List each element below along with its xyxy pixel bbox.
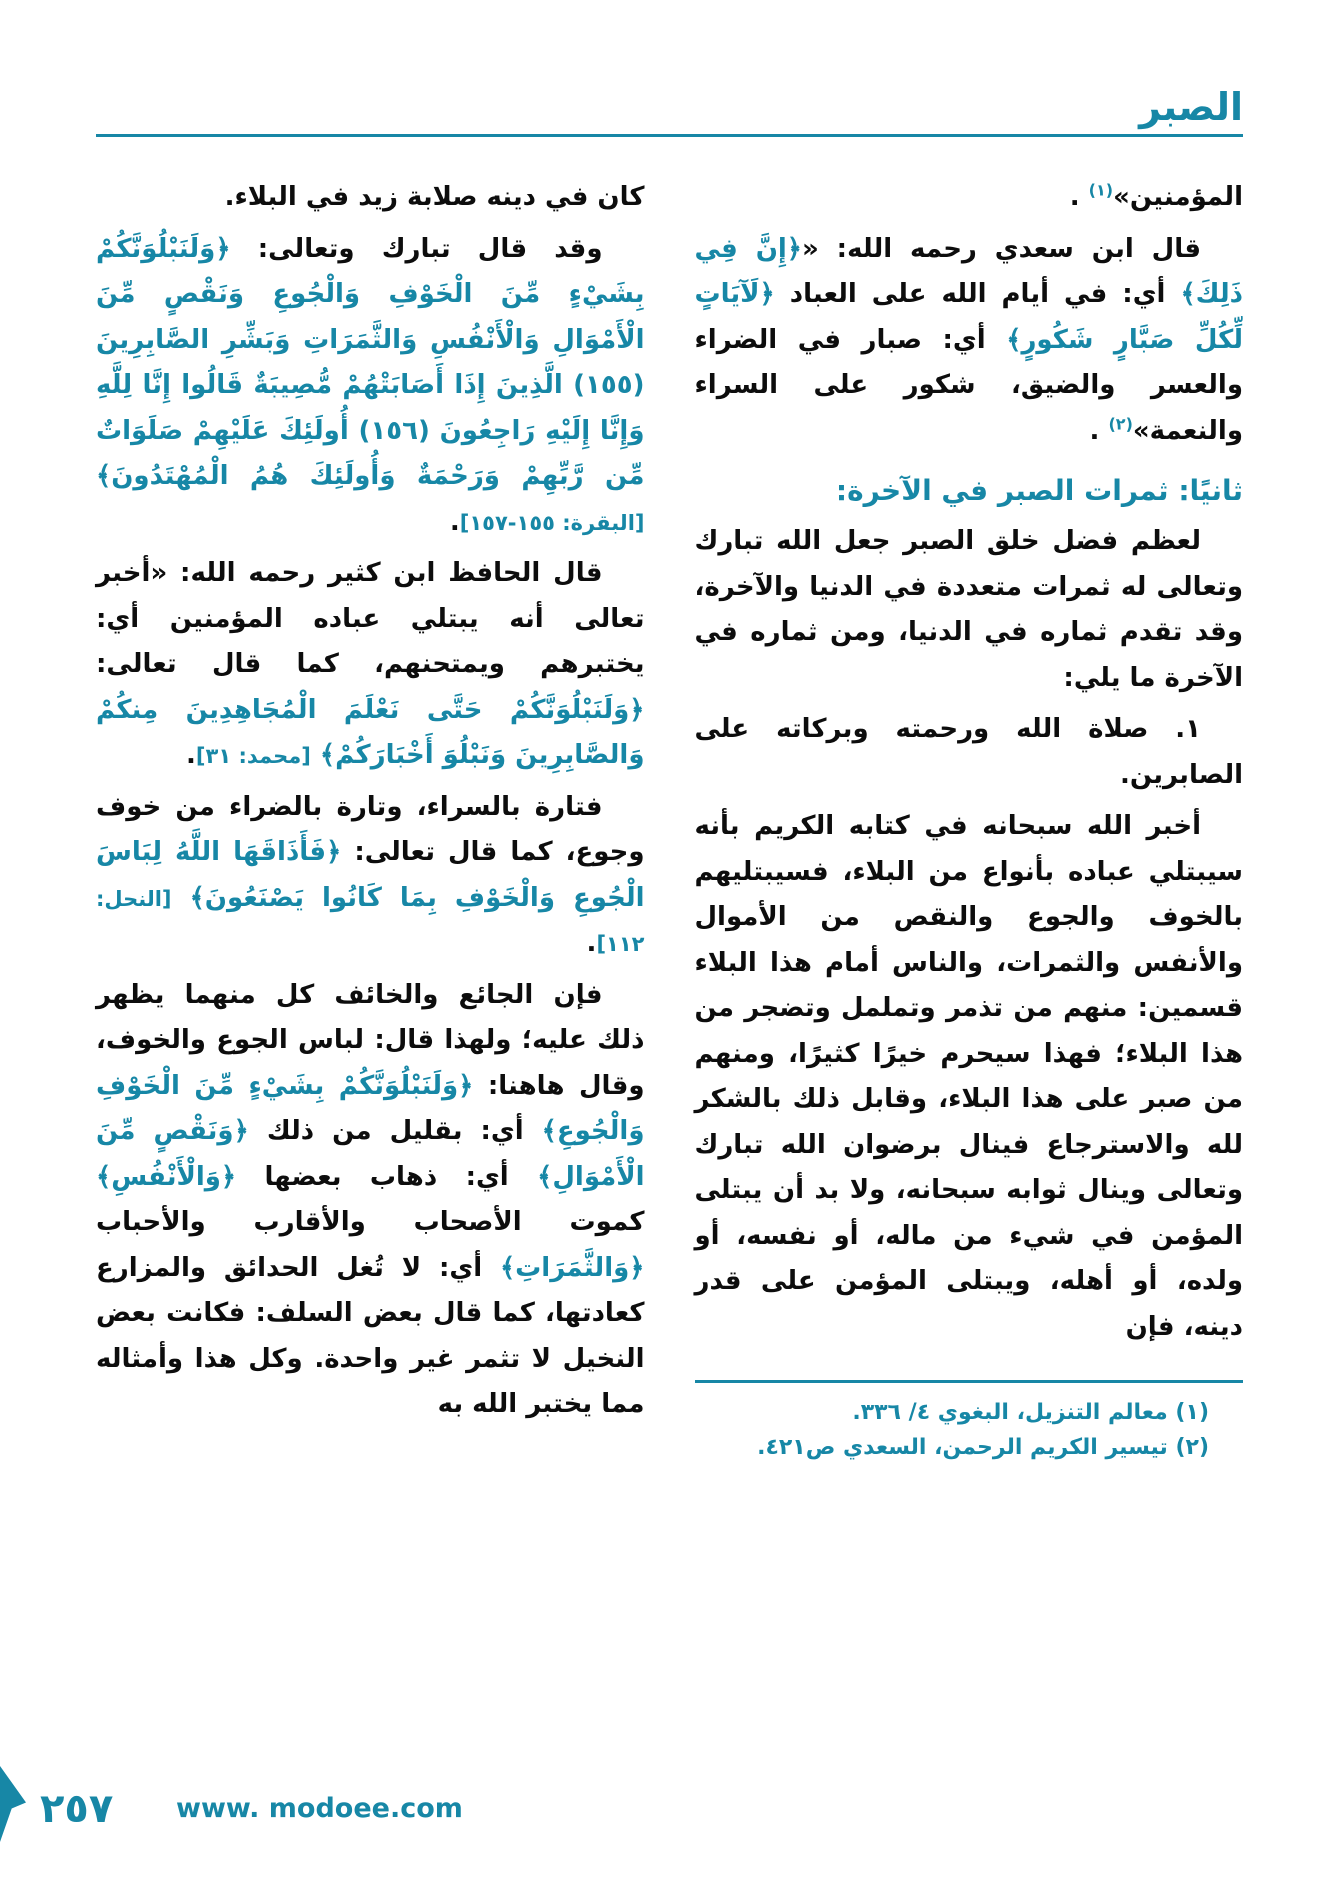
paragraph (695, 227, 1244, 455)
footnote-list (695, 1395, 1244, 1465)
body-text: قال ابن سعدي رحمه الله: « (802, 233, 1201, 264)
body-text: . (586, 928, 597, 958)
footnote-marker: (٢) (1108, 413, 1133, 433)
body-text: كان في دينه صلابة زيد في البلاء. (224, 182, 645, 212)
quran-verse: ﴿وَالثَّمَرَاتِ﴾ (499, 1252, 645, 1283)
quran-verse: ﴿وَلَنَبْلُوَنَّكُمْ بِشَيْءٍ مِّنَ الْخَوْفِ وَالْجُوعِ﴾ (96, 1070, 645, 1146)
body-text: فتارة بالسراء، وتارة بالضراء من خوف وجوع، كما قال تعالى: (96, 791, 645, 867)
body-text: المؤمنين» (1113, 182, 1243, 212)
paragraph (96, 175, 645, 221)
body-text: أي: بقليل من ذلك (248, 1116, 542, 1146)
body-text: . (1069, 182, 1089, 212)
body-text: كموت الأصحاب والأقارب والأحباب (96, 1207, 645, 1237)
body-text: أي: في أيام الله على العباد (774, 279, 1181, 309)
footnote: (١) معالم التنزيل، البغوي ٤/ ٣٣٦. (852, 1400, 1209, 1425)
footnote-divider (695, 1380, 1244, 1383)
paragraph (96, 227, 645, 546)
quran-verse: ﴿لَآيَاتٍ لِّكُلِّ صَبَّارٍ شَكُورٍ﴾ (694, 279, 1243, 355)
quran-verse: ﴿وَنَقْصٍ مِّنَ الْأَمْوَالِ﴾ (96, 1116, 645, 1192)
verse-reference: [البقرة: ١٥٥-١٥٧] (459, 510, 645, 535)
paragraph (96, 785, 645, 967)
page-number: ٢٥٧ (40, 1786, 114, 1832)
body-text: . (186, 740, 196, 770)
quran-verse: ﴿وَلَنَبْلُوَنَّكُمْ بِشَيْءٍ مِّنَ الْخَوْفِ وَالْجُوعِ وَنَقْصٍ مِّنَ الْأَمْوَالِ وَالْأَنْفُسِ وَالثَّمَرَاتِ وَبَشِّرِ الصَّابِرِينَ (١٥٥) الَّذِينَ إِذَا أَصَابَتْهُمْ مُّصِيبَةٌ قَالُوا إِنَّا لِلَّهِ وَإِنَّا إِلَيْهِ رَاجِعُونَ (١٥٦) أُولَئِكَ عَلَيْهِمْ صَلَوَاتٌ مِّن رَّبِّهِمْ وَرَحْمَةٌ وَأُولَئِكَ هُمُ الْمُهْتَدُونَ﴾ (96, 233, 645, 491)
body-text: فإن الجائع والخائف كل منهما يظهر ذلك عليه؛ ولهذا قال: لباس الجوع والخوف، وقال هاهنا: (96, 979, 645, 1101)
body-text: . (449, 506, 460, 537)
body-text: أي: لا تُغل الحدائق والمزارع كعادتها، كما قال بعض السلف: فكانت بعض النخيل لا تثمر غير واحدة. وكل هذا وأمثاله مما يختبر الله به (96, 1252, 645, 1419)
body-text: . (1089, 415, 1109, 446)
section-heading: ثانيًا: ثمرات الصبر في الآخرة: (835, 474, 1243, 507)
paragraph (695, 519, 1244, 701)
paragraph (695, 175, 1244, 221)
body-text: قال الحافظ ابن كثير رحمه الله: «أخبر تعالى أنه يبتلي عباده المؤمنين أي: يختبرهم ويمتحنهم، كما قال تعالى: (96, 558, 645, 679)
quran-verse: ﴿وَلَنَبْلُوَنَّكُمْ حَتَّى نَعْلَمَ الْمُجَاهِدِينَ مِنكُمْ وَالصَّابِرِينَ وَنَبْلُوَ أَخْبَارَكُمْ﴾ (96, 694, 645, 770)
body-text: وقد قال تبارك وتعالى: (230, 233, 603, 264)
column-left-text (96, 175, 645, 1428)
body-text: لعظم فضل خلق الصبر جعل الله تبارك وتعالى له ثمرات متعددة في الدنيا والآخرة، وقد تقدم ثماره في الدنيا، ومن ثماره في الآخرة ما يلي: (694, 526, 1243, 693)
body-text: ١. صلاة الله ورحمته وبركاته على الصابرين. (694, 714, 1243, 790)
corner-ornament (0, 1766, 26, 1842)
body-text: أي: ذهاب بعضها (236, 1161, 538, 1192)
paragraph (695, 804, 1244, 1350)
footnotes (695, 1380, 1244, 1465)
verse-reference: [محمد: ٣١] (195, 744, 311, 768)
header-divider (96, 134, 1243, 137)
body-text: أي: صبار في الضراء والعسر والضيق، شكور على السراء والنعمة» (694, 324, 1243, 446)
paragraph (96, 973, 645, 1428)
footnote: (٢) تيسير الكريم الرحمن، السعدي ص٤٢١. (757, 1435, 1209, 1461)
chapter-title: الصبر (1139, 85, 1243, 129)
verse-reference: [النحل: ١١٢] (96, 886, 645, 956)
quran-verse: ﴿إِنَّ فِي ذَلِكَ﴾ (694, 233, 1243, 309)
website-link: www. modoee.com (176, 1793, 463, 1824)
column-right (695, 175, 1244, 1465)
column-left (96, 175, 645, 1434)
page-header (96, 85, 1243, 137)
quran-verse: ﴿فَأَذَاقَهَا اللَّهُ لِبَاسَ الْجُوعِ وَالْخَوْفِ بِمَا كَانُوا يَصْنَعُونَ﴾ (96, 837, 645, 913)
quran-verse: ﴿وَالْأَنْفُسِ﴾ (96, 1161, 237, 1192)
column-right-text (695, 175, 1244, 1350)
paragraph (695, 707, 1244, 798)
paragraph (96, 551, 645, 779)
text-columns (96, 175, 1243, 1465)
body-text: أخبر الله سبحانه في كتابه الكريم بأنه سيبتلي عباده بأنواع من البلاء، فسيبتليهم بالخوف والجوع والنقص من الأموال والأنفس والثمرات، والناس أمام هذا البلاء قسمين: منهم من تذمر وتململ وتضجر من هذا البلاء؛ فهذا سيحرم خيرًا كثيرًا، ومنهم من صبر على هذا البلاء، وقابل ذلك بالشكر لله والاسترجاع فينال برضوان الله تبارك وتعالى وينال ثوابه سبحانه، ولا بد أن يبتلى المؤمن في شيء من ماله، أو نفسه، أو ولده، أو أهله، ويبتلى المؤمن على قدر دينه، فإن (694, 811, 1243, 1342)
footnote-marker: (١) (1088, 180, 1114, 200)
